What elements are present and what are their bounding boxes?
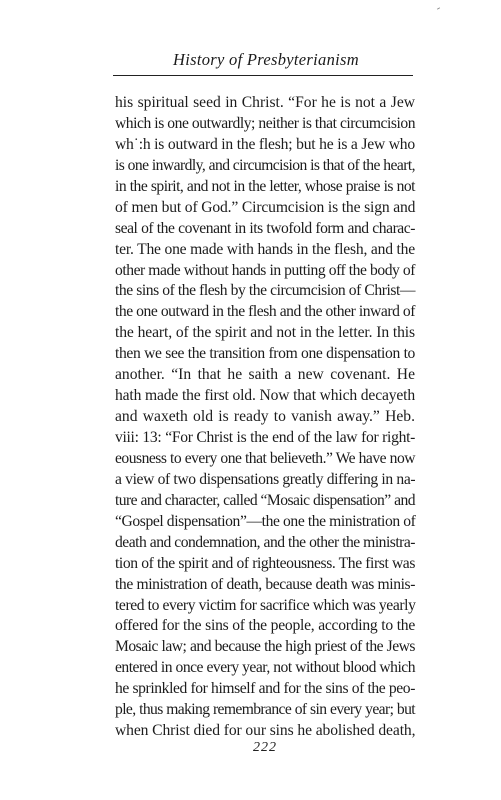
text-line: death and condemnation, and the other the ministra-	[115, 533, 415, 551]
text-line: wh˙:h is outward in the flesh; but he is a Jew who	[115, 135, 415, 153]
text-line: his spiritual seed in Christ. “For he is not a Jew	[115, 94, 415, 111]
text-line: “Gospel dispensation”—the one the ministration of	[115, 512, 416, 530]
text-line: ter. The one made with hands in the flesh, and the	[115, 240, 415, 258]
text-line: other made without hands in putting off the body of	[115, 261, 415, 279]
text-line: ture and character, called “Mosaic dispensation” and	[115, 491, 415, 509]
text-line: the ministration of death, because death was minis-	[115, 575, 415, 593]
print-speck	[437, 7, 440, 9]
text-line: of men but of God.” Circumcision is the sign and	[115, 198, 416, 216]
text-line: seal of the covenant in its twofold form and charac-	[115, 219, 415, 237]
text-line: ple, thus making remembrance of sin every year; but	[115, 701, 415, 719]
text-line: then we see the transition from one dispensation to	[115, 345, 415, 363]
text-line: hath made the first old. Now that which decayeth	[115, 387, 415, 405]
text-line: in the spirit, and not in the letter, whose praise is not	[115, 177, 415, 195]
text-line: viii: 13: “For Christ is the end of the law for right-	[115, 429, 415, 446]
text-line: another. “In that he saith a new covenant. He	[115, 366, 415, 384]
page-number: 222	[253, 740, 277, 755]
text-line: the heart, of the spirit and not in the letter. In this	[115, 324, 415, 342]
text-line: tion of the spirit and of righteousness. The first was	[115, 554, 415, 572]
text-line: the one outward in the flesh and the other inward of	[115, 303, 415, 321]
text-line: and waxeth old is ready to vanish away.” Heb.	[115, 408, 415, 426]
body-text	[115, 93, 415, 742]
running-head: History of Presbyterianism	[173, 50, 359, 69]
text-line: entered in once every year, not without blood which	[115, 659, 415, 677]
text-line: a view of two dispensations greatly differing in na-	[115, 470, 416, 488]
text-line: when Christ died for our sins he abolished death,	[115, 722, 416, 740]
text-line: offered for the sins of the people, according to the	[115, 617, 415, 635]
header-rule	[113, 75, 413, 76]
text-line: eousness to every one that believeth.” We have now	[115, 449, 415, 467]
text-line: Mosaic law; and because the high priest of the Jews	[115, 638, 415, 656]
text-line: he sprinkled for himself and for the sins of the peo-	[115, 680, 415, 698]
text-line: which is one outwardly; neither is that circumcision	[115, 114, 416, 132]
text-line: the sins of the flesh by the circumcision of Christ—	[115, 282, 415, 300]
text-line: is one inwardly, and circumcision is that of the heart,	[115, 156, 416, 174]
text-line: tered to every victim for sacrifice which was yearly	[115, 596, 416, 614]
